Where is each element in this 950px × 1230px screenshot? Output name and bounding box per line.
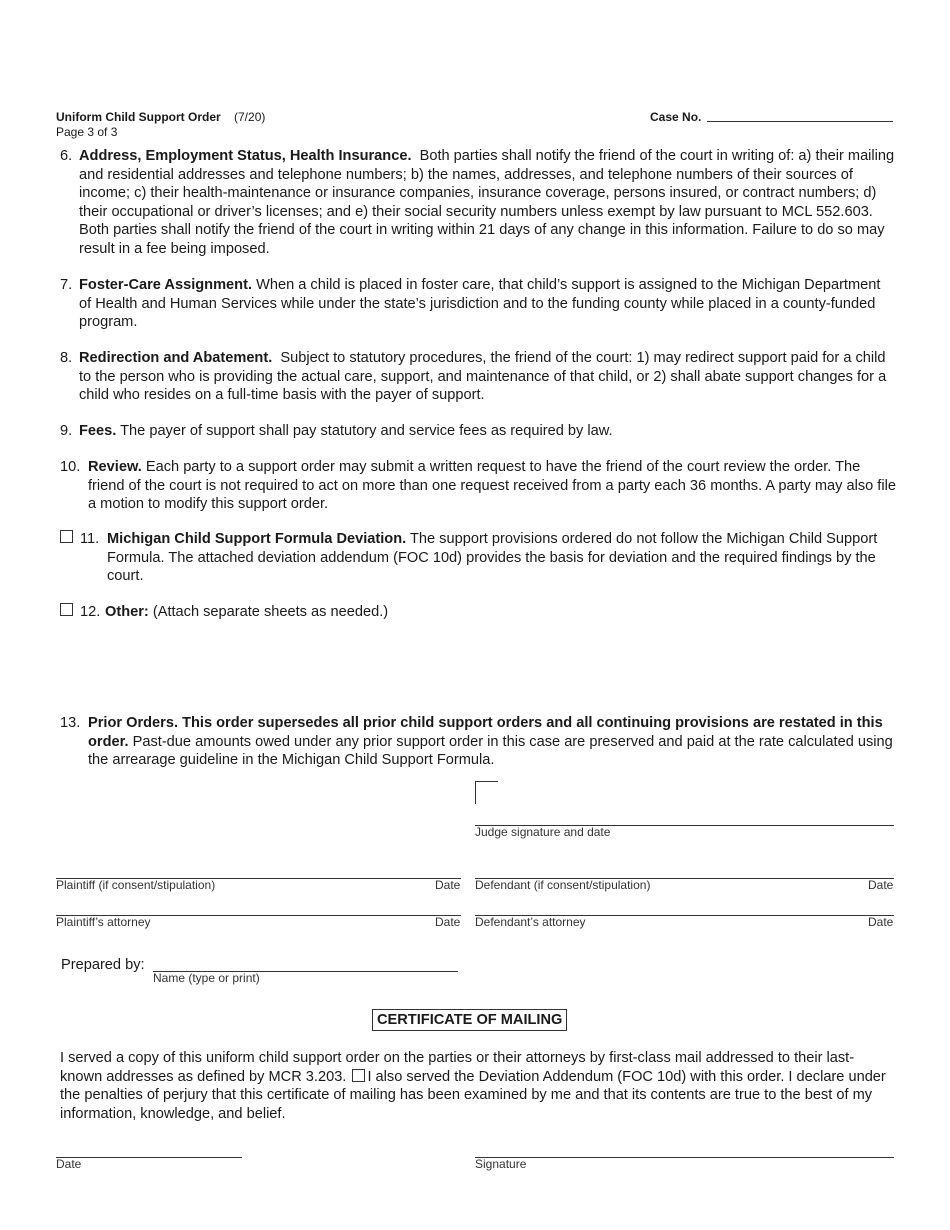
item-10-text: Each party to a support order may submit a written request to have the friend of the court review the order. The friend of the court is not required to act on more than one request received from a party each 36 months. A party may also file a motion to modify this support order. [88, 459, 896, 513]
case-number-label: Case No. [650, 110, 702, 124]
item-7-number: 7. [60, 277, 73, 293]
item-9-title: Fees. [79, 423, 117, 439]
form-title [56, 110, 265, 124]
item-9 [56, 422, 896, 441]
defendant-attorney-date-label: Date [868, 915, 894, 929]
form-title-text: Uniform Child Support Order [56, 110, 221, 124]
plaintiff-attorney-date-label: Date [435, 915, 461, 929]
item-11 [56, 530, 896, 586]
item-8-title: Redirection and Abatement. [79, 350, 273, 366]
item-7-text: When a child is placed in foster care, that child’s support is assigned to the Michigan Department of Health and Human Services while under the state’s jurisdiction and to the funding county while placed in a county-funded program. [79, 277, 881, 331]
other-provisions-area[interactable] [60, 624, 896, 704]
certificate-text-1: I served a copy of this uniform child support order on the parties or their attorneys by first-class mail addressed to their last-known addresses as defined by MCR 3.203. [60, 1050, 855, 1085]
certificate-text-2: I also served the Deviation Addendum (FOC 10d) with this order. I declare under the penalties of perjury that this certificate of mailing has been examined by me and that its contents are true to the best of my information, knowledge, and belief. [60, 1068, 886, 1122]
prepared-by-label: Prepared by: [61, 957, 145, 973]
item-13-number: 13. [60, 715, 81, 731]
item-8 [56, 349, 896, 405]
item-12-number: 12. [80, 604, 101, 620]
item-6-title: Address, Employment Status, Health Insurance. [79, 148, 412, 164]
item-8-text: Subject to statutory procedures, the friend of the court: 1) may redirect support paid for a child to the person who is providing the actual care, support, and maintenance of that child, or 2) shall abate support changes for a child who resides on a full-time basis with the payer of support. [79, 350, 887, 404]
item-12-title: Other: [105, 604, 149, 620]
judge-seal-corner [475, 781, 498, 804]
item-13-title: Prior Orders. This order supersedes all prior child support orders and all continuing provisions are restated in this order. [88, 715, 883, 750]
certificate-body [60, 1049, 896, 1123]
item-7-title: Foster-Care Assignment. [79, 277, 253, 293]
plaintiff-label: Plaintiff (if consent/stipulation) [56, 878, 216, 892]
defendant-attorney-label: Defendant’s attorney [475, 915, 586, 929]
certificate-date-line[interactable] [56, 1157, 242, 1158]
item-10 [56, 458, 896, 514]
item-8-number: 8. [60, 350, 73, 366]
plaintiff-date-label: Date [435, 878, 461, 892]
item-11-text: The support provisions ordered do not follow the Michigan Child Support Formula. The attached deviation addendum (FOC 10d) provides the basis for deviation and the required findings by the court. [107, 531, 878, 585]
item-12-text: (Attach separate sheets as needed.) [152, 604, 389, 620]
plaintiff-attorney-label: Plaintiff’s attorney [56, 915, 151, 929]
defendant-label: Defendant (if consent/stipulation) [475, 878, 651, 892]
item-10-number: 10. [60, 459, 81, 475]
certificate-date-label: Date [56, 1157, 82, 1171]
item-9-number: 9. [60, 423, 73, 439]
item-6-text: Both parties shall notify the friend of the court in writing of: a) their mailing and residential addresses and telephone numbers; b) the names, addresses, and telephone numbers of their sources of income; c) their health-maintenance or insurance companies, insurance coverage, persons insured, or contract numbers; d) their occupational or driver’s licenses; and e) their social security numbers unless exempt by law pursuant to MCL 552.603. Both parties shall notify the friend of the court in writing within 21 days of any change in this information. Failure to do so may result in a fee being imposed. [79, 148, 895, 257]
item-13 [56, 714, 896, 770]
item-10-title: Review. [88, 459, 142, 475]
item-7 [56, 276, 896, 332]
item-6 [56, 147, 896, 259]
item-6-number: 6. [60, 148, 73, 164]
item-13-text: Past-due amounts owed under any prior support order in this case are preserved and paid at the rate calculated using the arrearage guideline in the Michigan Child Support Formula. [88, 733, 893, 769]
deviation-addendum-checkbox[interactable] [352, 1069, 365, 1082]
certificate-signature-label: Signature [475, 1157, 527, 1171]
certificate-signature-line[interactable] [475, 1157, 894, 1158]
item-11-title: Michigan Child Support Formula Deviation. [107, 531, 407, 547]
item-11-number: 11. [80, 531, 100, 547]
prepared-by-name-label: Name (type or print) [153, 971, 260, 985]
form-date: (7/20) [234, 110, 266, 124]
judge-signature-label: Judge signature and date [475, 825, 611, 839]
certificate-title: CERTIFICATE OF MAILING [372, 1009, 567, 1031]
item-9-text: The payer of support shall pay statutory and service fees as required by law. [120, 423, 613, 439]
page-number: Page 3 of 3 [56, 125, 118, 139]
case-number-field[interactable] [707, 120, 893, 122]
defendant-date-label: Date [868, 878, 894, 892]
item-12 [56, 603, 896, 622]
